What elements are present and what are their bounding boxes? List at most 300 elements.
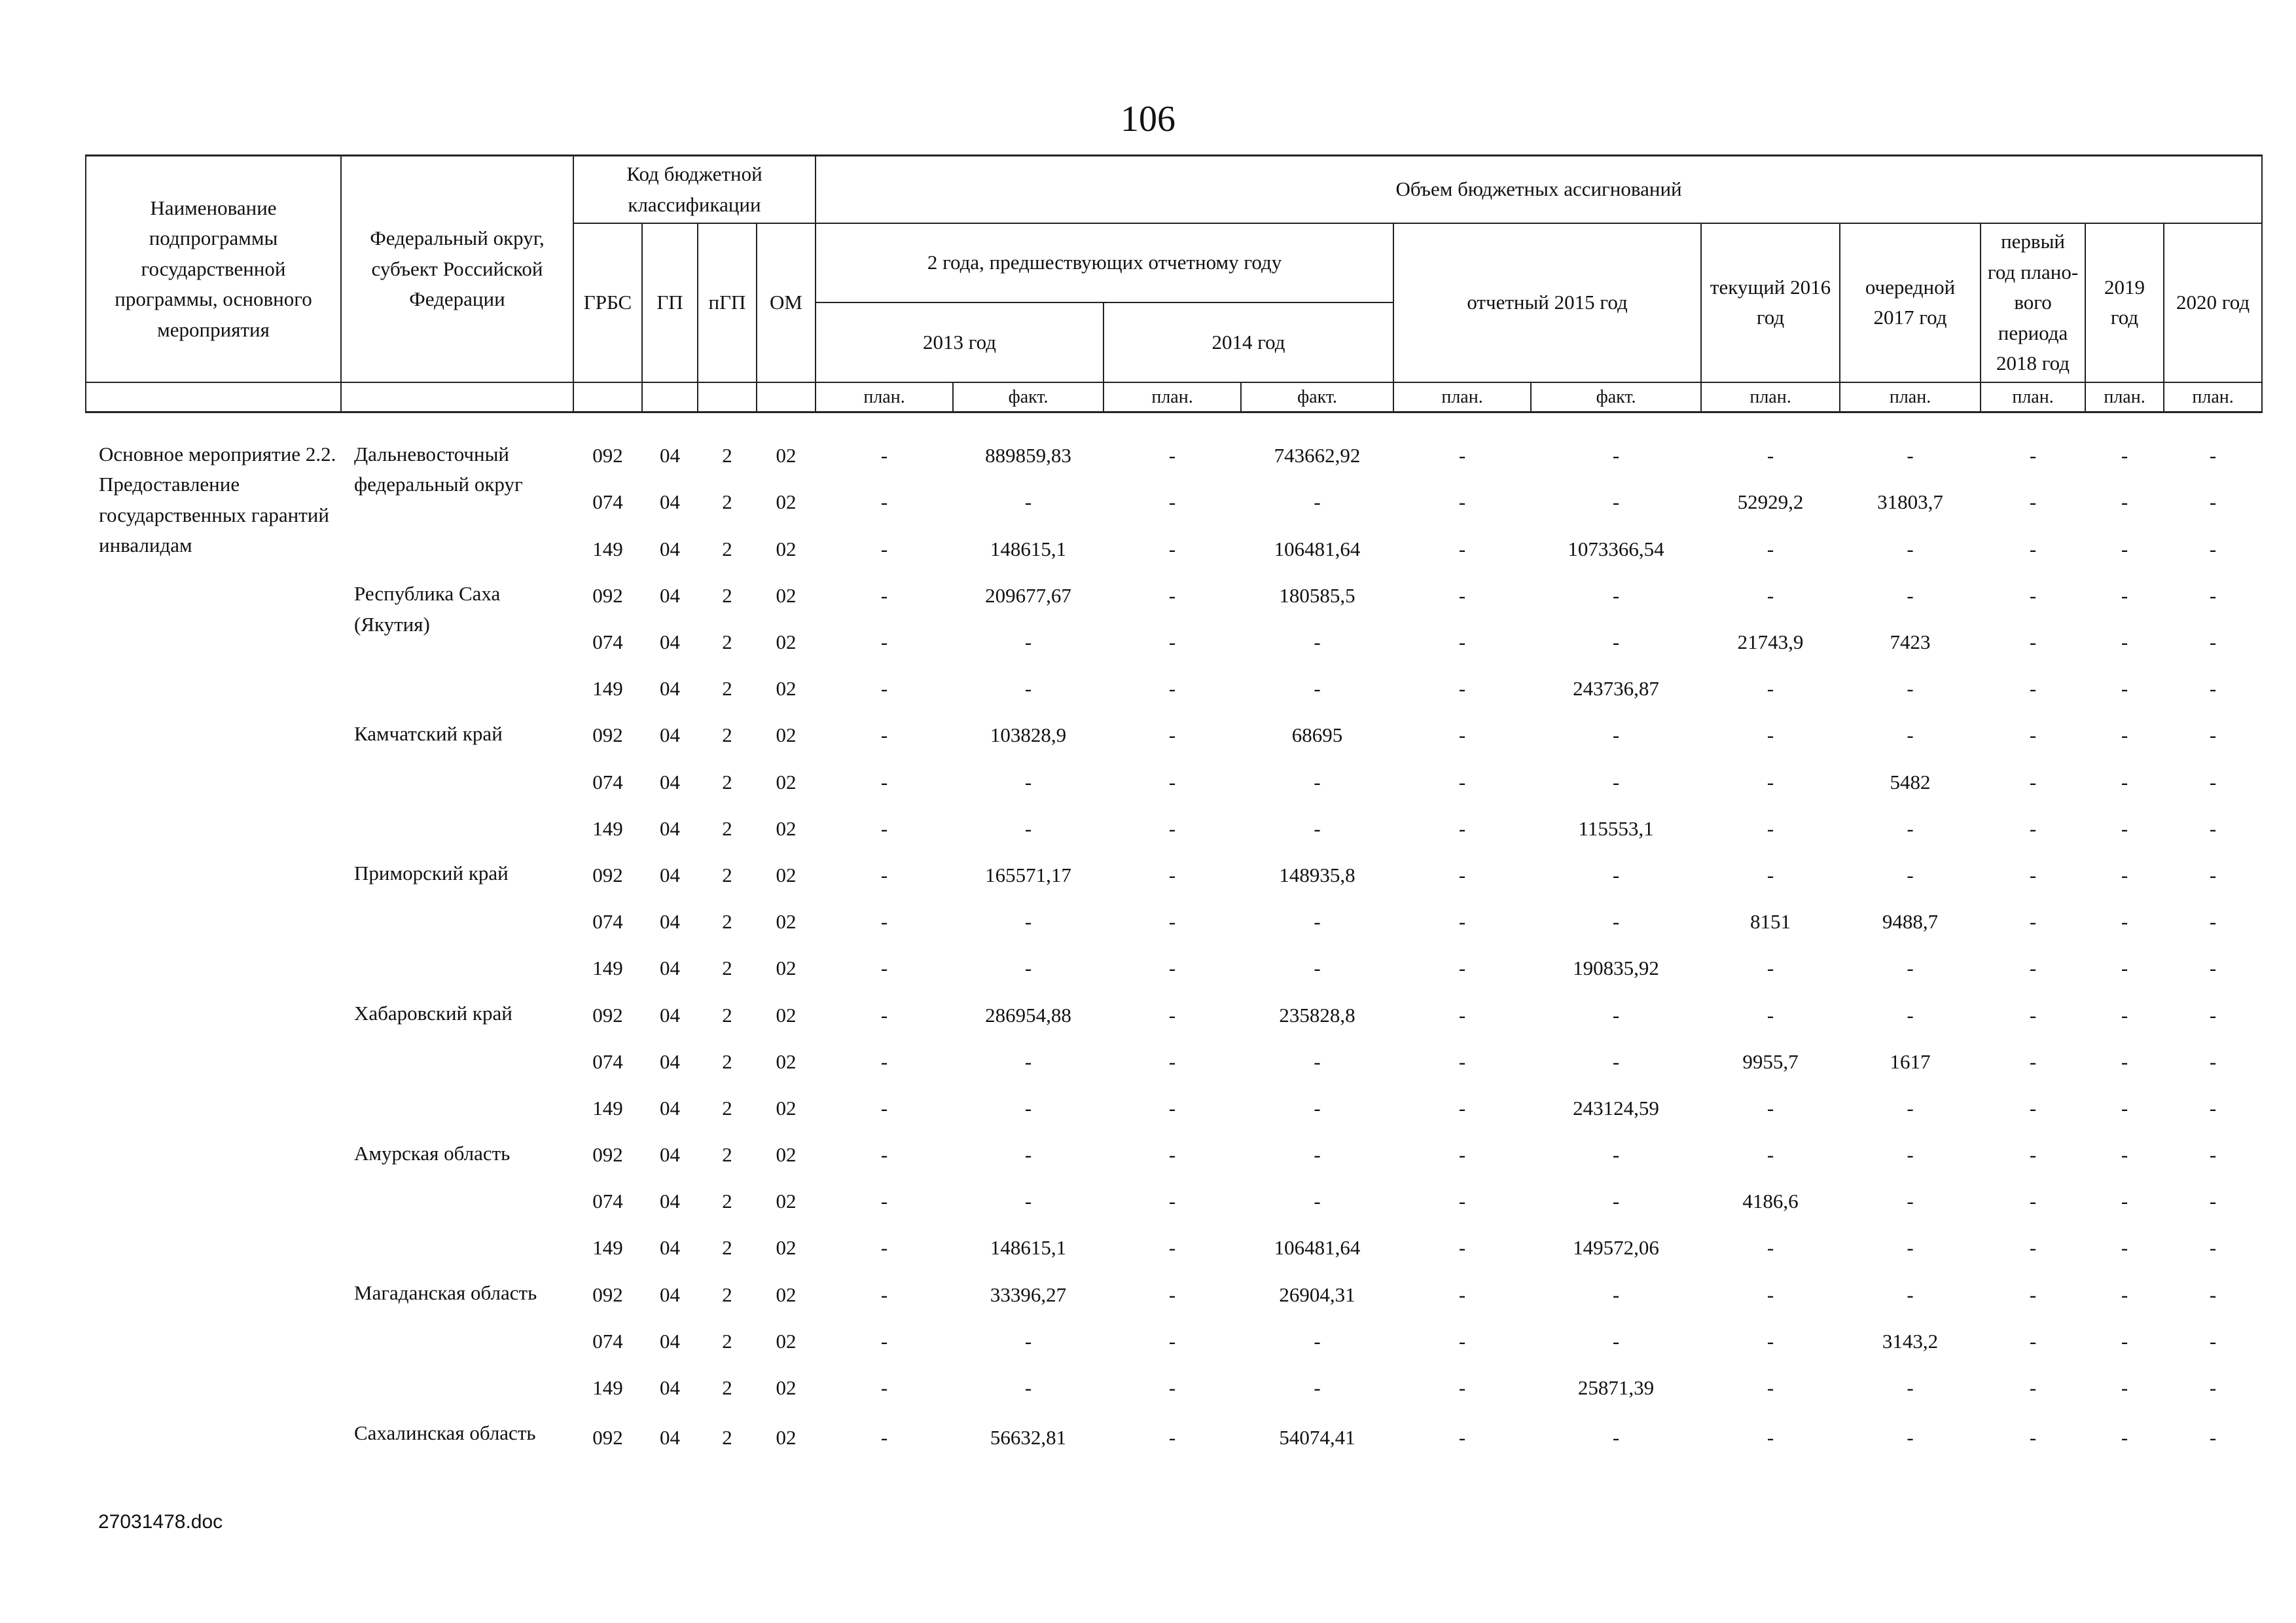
table-cell: 2 bbox=[722, 1426, 732, 1450]
table-cell: - bbox=[1767, 1426, 1774, 1450]
table-cell: - bbox=[1612, 490, 1620, 514]
table-cell: - bbox=[1458, 1049, 1466, 1073]
table-cell: - bbox=[880, 444, 888, 467]
table-row bbox=[86, 1132, 2262, 1178]
table-cell: 04 bbox=[660, 630, 680, 654]
table-cell: - bbox=[1458, 910, 1466, 934]
table-cell: - bbox=[1458, 863, 1466, 886]
table-cell: - bbox=[1907, 863, 1914, 886]
table-cell: - bbox=[1907, 957, 1914, 980]
table-cell: 02 bbox=[776, 957, 797, 980]
table-cell: 243736,87 bbox=[1573, 677, 1659, 701]
table-cell: 5482 bbox=[1890, 770, 1931, 793]
table-cell: - bbox=[1767, 677, 1774, 701]
table-cell: - bbox=[880, 537, 888, 560]
table-cell: 092 bbox=[592, 723, 623, 747]
header-plan-fact-cell: план. bbox=[2164, 382, 2262, 412]
table-cell: - bbox=[880, 910, 888, 934]
table-cell: - bbox=[1907, 1376, 1914, 1400]
table-cell: 2 bbox=[722, 957, 732, 980]
header-prev-years: 2 года, предшествующих отчетному году bbox=[816, 223, 1393, 302]
table-cell: 092 bbox=[592, 1143, 623, 1167]
table-cell: - bbox=[2209, 1003, 2217, 1027]
table-cell: - bbox=[2121, 583, 2128, 607]
table-cell: 148615,1 bbox=[990, 537, 1067, 560]
table-cell: - bbox=[1168, 1003, 1176, 1027]
table-cell: 103828,9 bbox=[990, 723, 1067, 747]
table-cell: - bbox=[2121, 723, 2128, 747]
table-cell: - bbox=[1767, 1003, 1774, 1027]
header-next-2017: очередной 2017 год bbox=[1840, 223, 1981, 382]
table-cell: - bbox=[1458, 444, 1466, 467]
header-budget-code: Код бюджетной классификации bbox=[573, 156, 816, 224]
table-row bbox=[86, 433, 2262, 479]
header-grbs: ГРБС bbox=[573, 223, 642, 382]
footer-filename: 27031478.doc bbox=[98, 1511, 223, 1533]
table-cell: 04 bbox=[660, 537, 680, 560]
table-cell: 2 bbox=[722, 1329, 732, 1353]
table-cell: - bbox=[2121, 630, 2128, 654]
table-cell: - bbox=[1168, 816, 1176, 840]
table-cell: - bbox=[2209, 863, 2217, 886]
table-cell: - bbox=[1458, 630, 1466, 654]
table-cell: 02 bbox=[776, 1049, 797, 1073]
table-cell: - bbox=[2209, 770, 2217, 793]
table-cell: - bbox=[1314, 1329, 1321, 1353]
header-plan-fact-cell: факт. bbox=[953, 382, 1103, 412]
table-cell: - bbox=[2029, 863, 2037, 886]
header-plan-fact-cell: план. bbox=[1701, 382, 1840, 412]
header-om: ОМ bbox=[757, 223, 816, 382]
table-cell: - bbox=[2209, 1283, 2217, 1306]
table-cell: - bbox=[1024, 490, 1032, 514]
table-cell: - bbox=[880, 770, 888, 793]
table-cell: 02 bbox=[776, 1426, 797, 1450]
table-cell: - bbox=[1767, 957, 1774, 980]
table-cell: 04 bbox=[660, 490, 680, 514]
table-cell: 21743,9 bbox=[1737, 630, 1804, 654]
region-cell: Республика Саха (Якутия) bbox=[354, 582, 501, 636]
table-cell: 04 bbox=[660, 1190, 680, 1213]
header-pgp: пГП bbox=[698, 223, 757, 382]
table-cell: 180585,5 bbox=[1279, 583, 1355, 607]
table-cell: - bbox=[1024, 1376, 1032, 1400]
table-row bbox=[86, 852, 2262, 898]
table-cell: 149 bbox=[592, 537, 623, 560]
header-plan-fact-cell: план. bbox=[1840, 382, 1981, 412]
table-cell: 092 bbox=[592, 863, 623, 886]
header-volume: Объем бюджетных ассигнований bbox=[816, 156, 2262, 224]
table-cell: 02 bbox=[776, 863, 797, 886]
table-cell: - bbox=[1168, 770, 1176, 793]
table-cell: - bbox=[1458, 816, 1466, 840]
table-cell: - bbox=[1767, 1096, 1774, 1120]
table-cell: 2 bbox=[722, 677, 732, 701]
header-plan-fact-cell: план. bbox=[1393, 382, 1531, 412]
table-cell: - bbox=[1168, 1143, 1176, 1167]
table-cell: - bbox=[1314, 677, 1321, 701]
table-cell: 074 bbox=[592, 1329, 623, 1353]
table-cell: - bbox=[2121, 1190, 2128, 1213]
table-cell: - bbox=[1168, 1236, 1176, 1260]
table-cell: - bbox=[2121, 1236, 2128, 1260]
table-cell: - bbox=[880, 1190, 888, 1213]
table-cell: 074 bbox=[592, 910, 623, 934]
table-cell: - bbox=[1907, 583, 1914, 607]
table-cell: 04 bbox=[660, 444, 680, 467]
table-cell: - bbox=[1314, 910, 1321, 934]
table-cell: - bbox=[2121, 1426, 2128, 1450]
table-cell: - bbox=[2029, 1236, 2037, 1260]
table-cell: - bbox=[2029, 1426, 2037, 1450]
table-cell: 04 bbox=[660, 583, 680, 607]
table-cell: 190835,92 bbox=[1573, 957, 1659, 980]
table-cell: 149 bbox=[592, 1376, 623, 1400]
table-cell: 074 bbox=[592, 1190, 623, 1213]
table-cell: 243124,59 bbox=[1573, 1096, 1659, 1120]
table-cell: 8151 bbox=[1750, 910, 1791, 934]
table-cell: 2 bbox=[722, 490, 732, 514]
table-cell: - bbox=[1907, 1283, 1914, 1306]
table-cell: - bbox=[2209, 1096, 2217, 1120]
table-cell: - bbox=[880, 863, 888, 886]
table-cell: - bbox=[1767, 1283, 1774, 1306]
table-cell: - bbox=[1767, 1143, 1774, 1167]
table-cell: 743662,92 bbox=[1274, 444, 1361, 467]
table-cell: - bbox=[1168, 957, 1176, 980]
table-cell: - bbox=[1314, 770, 1321, 793]
table-cell: 092 bbox=[592, 1003, 623, 1027]
table-cell: - bbox=[2121, 1283, 2128, 1306]
header-program-name: Наименование подпрограммы государственной программы, основного мероприятия bbox=[86, 156, 341, 382]
header-report-2015: отчетный 2015 год bbox=[1393, 223, 1701, 382]
header-2019: 2019 год bbox=[2085, 223, 2164, 382]
table-cell: - bbox=[2029, 490, 2037, 514]
table-cell: 04 bbox=[660, 770, 680, 793]
table-cell: - bbox=[2029, 910, 2037, 934]
table-cell: - bbox=[1458, 583, 1466, 607]
table-cell: 02 bbox=[776, 1143, 797, 1167]
table-cell: - bbox=[2209, 444, 2217, 467]
table-cell: - bbox=[880, 816, 888, 840]
header-first-plan-2018: первый год плано-вого периода 2018 год bbox=[1981, 223, 2085, 382]
table-cell: - bbox=[2209, 1376, 2217, 1400]
table-cell: 02 bbox=[776, 537, 797, 560]
table-cell: - bbox=[1612, 770, 1620, 793]
table-cell: - bbox=[1458, 723, 1466, 747]
header-plan-fact-cell: план. bbox=[816, 382, 953, 412]
table-cell: 04 bbox=[660, 957, 680, 980]
table-cell: 04 bbox=[660, 677, 680, 701]
table-cell: - bbox=[2121, 1049, 2128, 1073]
table-cell: 209677,67 bbox=[985, 583, 1071, 607]
table-cell: - bbox=[2121, 1329, 2128, 1353]
table-cell: - bbox=[1458, 490, 1466, 514]
table-cell: - bbox=[1168, 863, 1176, 886]
table-cell: 106481,64 bbox=[1274, 537, 1361, 560]
table-cell: - bbox=[1024, 1049, 1032, 1073]
table-cell: 092 bbox=[592, 583, 623, 607]
table-cell: 115553,1 bbox=[1578, 816, 1654, 840]
table-cell: 04 bbox=[660, 723, 680, 747]
table-cell: 2 bbox=[722, 444, 732, 467]
table-cell: - bbox=[1612, 1003, 1620, 1027]
budget-table bbox=[85, 155, 2263, 1465]
table-cell: 04 bbox=[660, 1236, 680, 1260]
table-row bbox=[86, 712, 2262, 759]
table-cell: 02 bbox=[776, 910, 797, 934]
table-cell: - bbox=[1314, 1376, 1321, 1400]
header-plan-fact-cell: план. bbox=[1103, 382, 1241, 412]
table-cell: 092 bbox=[592, 1426, 623, 1450]
table-cell: - bbox=[2029, 1283, 2037, 1306]
table-cell: - bbox=[1024, 1143, 1032, 1167]
table-cell: 2 bbox=[722, 816, 732, 840]
table-cell: 02 bbox=[776, 770, 797, 793]
table-cell: - bbox=[1458, 957, 1466, 980]
table-cell: 02 bbox=[776, 1190, 797, 1213]
table-cell: 286954,88 bbox=[985, 1003, 1071, 1027]
table-cell: - bbox=[2209, 1049, 2217, 1073]
table-cell: 074 bbox=[592, 1049, 623, 1073]
table-cell: 04 bbox=[660, 1426, 680, 1450]
table-cell: 149 bbox=[592, 1236, 623, 1260]
table-cell: - bbox=[1612, 863, 1620, 886]
table-cell: 02 bbox=[776, 630, 797, 654]
table-cell: 2 bbox=[722, 1049, 732, 1073]
table-cell: 149 bbox=[592, 816, 623, 840]
header-plan-fact-cell: план. bbox=[1981, 382, 2085, 412]
table-cell: - bbox=[1458, 1376, 1466, 1400]
table-cell: - bbox=[2209, 957, 2217, 980]
table-cell: 02 bbox=[776, 490, 797, 514]
table-cell: - bbox=[1458, 1329, 1466, 1353]
region-cell: Магаданская область bbox=[354, 1281, 537, 1305]
table-cell: - bbox=[2209, 1190, 2217, 1213]
header-2020: 2020 год bbox=[2164, 223, 2262, 382]
table-cell: - bbox=[1168, 537, 1176, 560]
table-cell: - bbox=[2029, 1329, 2037, 1353]
table-cell: - bbox=[1168, 723, 1176, 747]
table-cell: - bbox=[1314, 1096, 1321, 1120]
region-cell: Сахалинская область bbox=[354, 1421, 536, 1444]
table-cell: 2 bbox=[722, 863, 732, 886]
table-cell: - bbox=[2121, 770, 2128, 793]
table-cell: - bbox=[1767, 537, 1774, 560]
table-cell: - bbox=[1612, 1049, 1620, 1073]
table-cell: - bbox=[2029, 723, 2037, 747]
table-cell: 02 bbox=[776, 723, 797, 747]
table-cell: 02 bbox=[776, 1283, 797, 1306]
table-cell: - bbox=[1767, 1236, 1774, 1260]
table-cell: - bbox=[2121, 816, 2128, 840]
table-cell: 02 bbox=[776, 444, 797, 467]
table-cell: - bbox=[1168, 1190, 1176, 1213]
table-cell: - bbox=[1907, 444, 1914, 467]
table-cell: 3143,2 bbox=[1882, 1329, 1939, 1353]
table-cell: - bbox=[2121, 444, 2128, 467]
table-cell: - bbox=[2029, 444, 2037, 467]
table-cell: - bbox=[1314, 816, 1321, 840]
table-cell: - bbox=[1458, 1426, 1466, 1450]
table-row bbox=[86, 572, 2262, 619]
header-gp: ГП bbox=[642, 223, 698, 382]
table-cell: 54074,41 bbox=[1279, 1426, 1355, 1450]
table-row bbox=[86, 1412, 2262, 1465]
table-cell: 31803,7 bbox=[1877, 490, 1943, 514]
table-cell: - bbox=[1168, 630, 1176, 654]
table-cell: - bbox=[1612, 444, 1620, 467]
region-cell: Хабаровский край bbox=[354, 1001, 512, 1025]
table-cell: 149 bbox=[592, 1096, 623, 1120]
table-cell: 68695 bbox=[1291, 723, 1343, 747]
table-cell: - bbox=[880, 1096, 888, 1120]
table-cell: - bbox=[1314, 1190, 1321, 1213]
header-region: Федеральный округ, субъект Российской Федерации bbox=[341, 156, 573, 382]
table-cell: - bbox=[1024, 1190, 1032, 1213]
table-cell: 165571,17 bbox=[985, 863, 1071, 886]
table-cell: - bbox=[1612, 630, 1620, 654]
table-cell: 04 bbox=[660, 1376, 680, 1400]
table-cell: - bbox=[1612, 1329, 1620, 1353]
region-cell: Амурская область bbox=[354, 1141, 511, 1165]
table-cell: 149572,06 bbox=[1573, 1236, 1659, 1260]
table-cell: - bbox=[1024, 816, 1032, 840]
table-cell: 074 bbox=[592, 630, 623, 654]
table-cell: - bbox=[1314, 490, 1321, 514]
table-cell: 2 bbox=[722, 583, 732, 607]
table-cell: 148615,1 bbox=[990, 1236, 1067, 1260]
table-cell: - bbox=[2209, 583, 2217, 607]
table-cell: - bbox=[880, 1376, 888, 1400]
table-cell: - bbox=[1767, 583, 1774, 607]
table-cell: - bbox=[1907, 1236, 1914, 1260]
table-cell: 04 bbox=[660, 1329, 680, 1353]
table-cell: - bbox=[880, 1049, 888, 1073]
table-cell: 02 bbox=[776, 1096, 797, 1120]
table-cell: 04 bbox=[660, 1143, 680, 1167]
page-number: 106 bbox=[1121, 99, 1175, 139]
table-cell: - bbox=[880, 1003, 888, 1027]
table-cell: 149 bbox=[592, 957, 623, 980]
table-cell: - bbox=[880, 723, 888, 747]
table-cell: - bbox=[1458, 1283, 1466, 1306]
table-cell: - bbox=[1612, 1190, 1620, 1213]
table-cell: - bbox=[1168, 1426, 1176, 1450]
program-name-cell: Основное мероприятие 2.2. Предоставление государственных гарантий инвалидам bbox=[99, 442, 336, 557]
table-cell: - bbox=[1458, 770, 1466, 793]
table-cell: - bbox=[1024, 1329, 1032, 1353]
table-cell: - bbox=[2029, 537, 2037, 560]
table-cell: - bbox=[880, 1426, 888, 1450]
table-cell: - bbox=[1024, 677, 1032, 701]
table-cell: - bbox=[2209, 910, 2217, 934]
table-cell: - bbox=[2121, 957, 2128, 980]
table-cell: - bbox=[1314, 1049, 1321, 1073]
table-cell: 2 bbox=[722, 1096, 732, 1120]
header-plan-fact-cell: факт. bbox=[1531, 382, 1701, 412]
table-cell: - bbox=[2029, 677, 2037, 701]
header-plan-fact-cell: факт. bbox=[1241, 382, 1393, 412]
region-cell: Приморский край bbox=[354, 862, 509, 885]
table-cell: 02 bbox=[776, 677, 797, 701]
table-cell: - bbox=[880, 1329, 888, 1353]
table-cell: 26904,31 bbox=[1279, 1283, 1355, 1306]
table-cell: - bbox=[1168, 1049, 1176, 1073]
table-cell: 2 bbox=[722, 630, 732, 654]
table-cell: 092 bbox=[592, 444, 623, 467]
table-cell: - bbox=[2209, 1236, 2217, 1260]
table-cell: - bbox=[1458, 677, 1466, 701]
table-cell: - bbox=[1612, 1283, 1620, 1306]
table-cell: 1617 bbox=[1890, 1049, 1931, 1073]
table-cell: - bbox=[1024, 630, 1032, 654]
table-cell: 2 bbox=[722, 537, 732, 560]
table-cell: - bbox=[2209, 537, 2217, 560]
header-plan-fact-cell: план. bbox=[2085, 382, 2164, 412]
table-cell: - bbox=[2121, 1003, 2128, 1027]
table-cell: 235828,8 bbox=[1279, 1003, 1355, 1027]
table-cell: - bbox=[1168, 583, 1176, 607]
table-cell: - bbox=[1024, 910, 1032, 934]
table-cell: 04 bbox=[660, 816, 680, 840]
table-cell: - bbox=[1907, 1143, 1914, 1167]
table-cell: - bbox=[1458, 1143, 1466, 1167]
table-cell: - bbox=[1458, 1236, 1466, 1260]
table-cell: - bbox=[1767, 816, 1774, 840]
table-cell: 2 bbox=[722, 1283, 732, 1306]
table-cell: 2 bbox=[722, 1376, 732, 1400]
table-cell: - bbox=[1907, 537, 1914, 560]
table-cell: 25871,39 bbox=[1577, 1376, 1655, 1400]
table-cell: - bbox=[2029, 816, 2037, 840]
table-cell: - bbox=[1314, 630, 1321, 654]
table-cell: - bbox=[880, 1283, 888, 1306]
region-cell: Дальневосточный федеральный округ bbox=[354, 442, 523, 496]
table-cell: - bbox=[1168, 1376, 1176, 1400]
table-cell: 02 bbox=[776, 1003, 797, 1027]
table-cell: - bbox=[880, 957, 888, 980]
table-cell: - bbox=[1024, 1096, 1032, 1120]
table-cell: 33396,27 bbox=[990, 1283, 1067, 1306]
table-cell: - bbox=[1314, 1143, 1321, 1167]
table-cell: - bbox=[1612, 583, 1620, 607]
table-cell: - bbox=[1612, 1426, 1620, 1450]
table-cell: - bbox=[2209, 1329, 2217, 1353]
table-cell: 2 bbox=[722, 770, 732, 793]
table-row bbox=[86, 1271, 2262, 1318]
table-cell: - bbox=[1612, 910, 1620, 934]
table-cell: 074 bbox=[592, 490, 623, 514]
table-cell: - bbox=[2121, 1376, 2128, 1400]
table-cell: - bbox=[2029, 1003, 2037, 1027]
table-cell: 04 bbox=[660, 910, 680, 934]
table-cell: - bbox=[1168, 1329, 1176, 1353]
table-cell: - bbox=[2121, 1143, 2128, 1167]
table-cell: 092 bbox=[592, 1283, 623, 1306]
table-cell: 2 bbox=[722, 1190, 732, 1213]
table-cell: 04 bbox=[660, 1003, 680, 1027]
table-cell: - bbox=[1767, 1376, 1774, 1400]
table-cell: 1073366,54 bbox=[1568, 537, 1664, 560]
table-cell: 04 bbox=[660, 863, 680, 886]
table-cell: - bbox=[2029, 583, 2037, 607]
table-cell: - bbox=[1168, 490, 1176, 514]
table-cell: - bbox=[1458, 1003, 1466, 1027]
table-cell: - bbox=[2029, 1376, 2037, 1400]
table-cell: 2 bbox=[722, 723, 732, 747]
table-cell: - bbox=[2121, 863, 2128, 886]
